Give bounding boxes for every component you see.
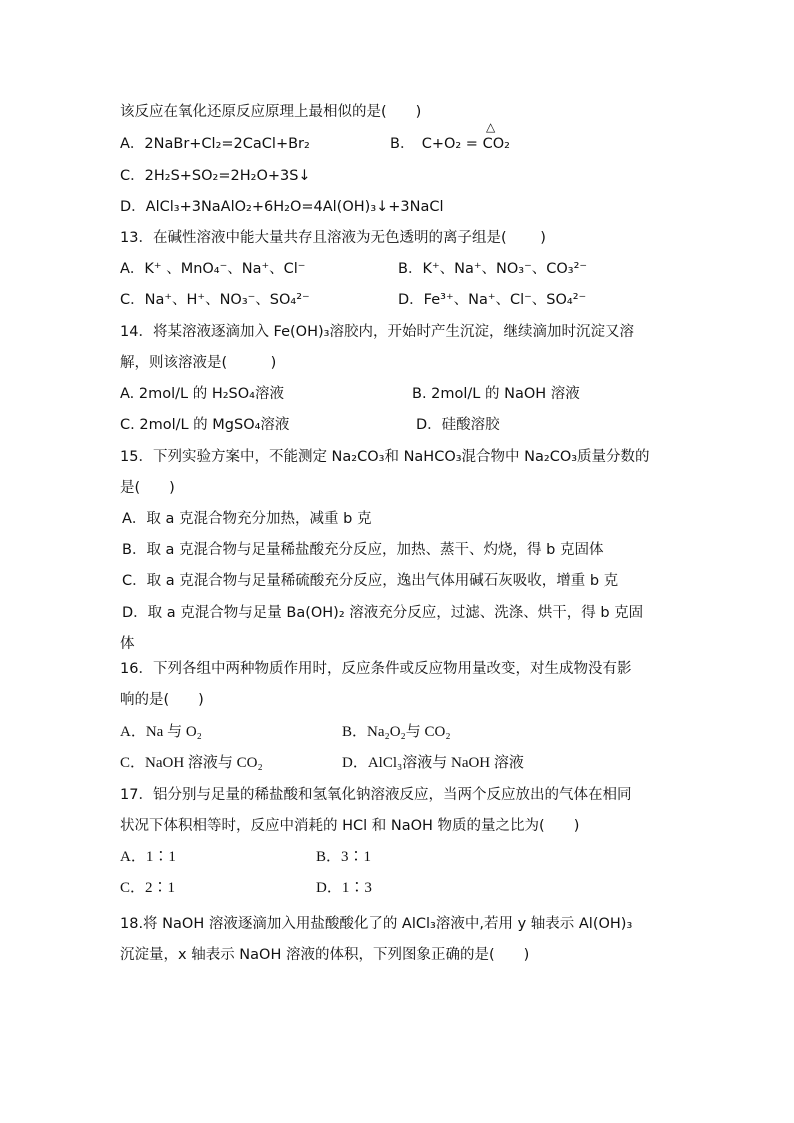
q12-option-b-equation (390, 120, 510, 154)
q12-option-b (390, 120, 510, 154)
q13-option-d: D．Fe³⁺、Na⁺、Cl⁻、SO₄²⁻ (398, 292, 587, 308)
q15-option-d-line-1: D．取 a 克混合物与足量 Ba(OH)₂ 溶液充分反应，过滤、洗涤、烘干，得 b 克固 (122, 605, 644, 621)
q15-option-c: C．取 a 克混合物与足量稀硫酸充分反应，逸出气体用碱石灰吸收，增重 b 克 (122, 573, 619, 589)
q12-option-d: D．AlCl₃+3NaAlO₂+6H₂O=4Al(OH)₃↓+3NaCl (120, 199, 444, 215)
q14-option-d: D．硅酸溶胶 (416, 417, 500, 433)
q16-option-d: D．AlCl₃溶液与 NaOH 溶液 (342, 755, 524, 771)
q17-option-a: A．1∶1 (120, 849, 176, 865)
q15-option-a: A．取 a 克混合物充分加热，减重 b 克 (122, 511, 372, 527)
q12-stem: 该反应在氧化还原反应原理上最相似的是( ) (120, 104, 422, 120)
q15-stem-line-2: 是( ) (120, 480, 175, 496)
q14-stem-line-2: 解，则该溶液是( ) (120, 355, 277, 371)
q13-option-b: B．K⁺、Na⁺、NO₃⁻、CO₃²⁻ (398, 261, 588, 277)
q16-stem-line-2: 响的是( ) (120, 692, 204, 708)
q14-option-a: A. 2mol/L 的 H₂SO₄溶液 (120, 386, 284, 402)
q14-stem-line-1: 14．将某溶液逐滴加入 Fe(OH)₃溶胶内，开始时产生沉淀，继续滴加时沉淀又溶 (120, 324, 634, 340)
q13-option-a: A．K⁺ 、MnO₄⁻、Na⁺、Cl⁻ (120, 261, 306, 277)
q16-option-b: B．Na₂O₂与 CO₂ (342, 724, 451, 740)
q13-stem: 13．在碱性溶液中能大量共存且溶液为无色透明的离子组是( ) (120, 230, 546, 246)
q15-option-b: B．取 a 克混合物与足量稀盐酸充分反应，加热、蒸干、灼烧，得 b 克固体 (122, 542, 604, 558)
q12-option-c: C．2H₂S+SO₂=2H₂O+3S↓ (120, 168, 311, 184)
q16-stem-line-1: 16．下列各组中两种物质作用时，反应条件或反应物用量改变，对生成物没有影 (120, 661, 632, 677)
q17-option-b: B．3∶1 (316, 849, 372, 865)
q12-option-b-text: B． C+O₂ = CO₂ (390, 136, 510, 152)
q15-option-d-line-2: 体 (120, 636, 135, 652)
q15-stem-line-1: 15．下列实验方案中，不能测定 Na₂CO₃和 NaHCO₃混合物中 Na₂CO₃质量分数的 (120, 449, 650, 465)
q17-option-d: D．1∶3 (316, 880, 372, 896)
q17-stem-line-1: 17．铝分别与足量的稀盐酸和氢氧化钠溶液反应，当两个反应放出的气体在相同 (120, 787, 632, 803)
q18-stem-line-2: 沉淀量，x 轴表示 NaOH 溶液的体积，下列图象正确的是( ) (120, 947, 530, 963)
q16-option-c: C．NaOH 溶液与 CO₂ (120, 755, 263, 771)
q17-stem-line-2: 状况下体积相等时，反应中消耗的 HCl 和 NaOH 物质的量之比为( ) (120, 818, 580, 834)
q16-option-a: A．Na 与 O₂ (120, 724, 202, 740)
q14-option-c: C. 2mol/L 的 MgSO₄溶液 (120, 417, 290, 433)
q14-option-b: B. 2mol/L 的 NaOH 溶液 (412, 386, 580, 402)
heating-triangle-mark: △ (486, 120, 496, 134)
q13-option-c: C．Na⁺、H⁺、NO₃⁻、SO₄²⁻ (120, 292, 310, 308)
q18-stem-line-1: 18.将 NaOH 溶液逐滴加入用盐酸酸化了的 AlCl₃溶液中,若用 y 轴表示 Al(OH)₃ (120, 916, 633, 932)
q17-option-c: C．2∶1 (120, 880, 176, 896)
q12-option-a: A．2NaBr+Cl₂=2CaCl+Br₂ (120, 136, 310, 152)
